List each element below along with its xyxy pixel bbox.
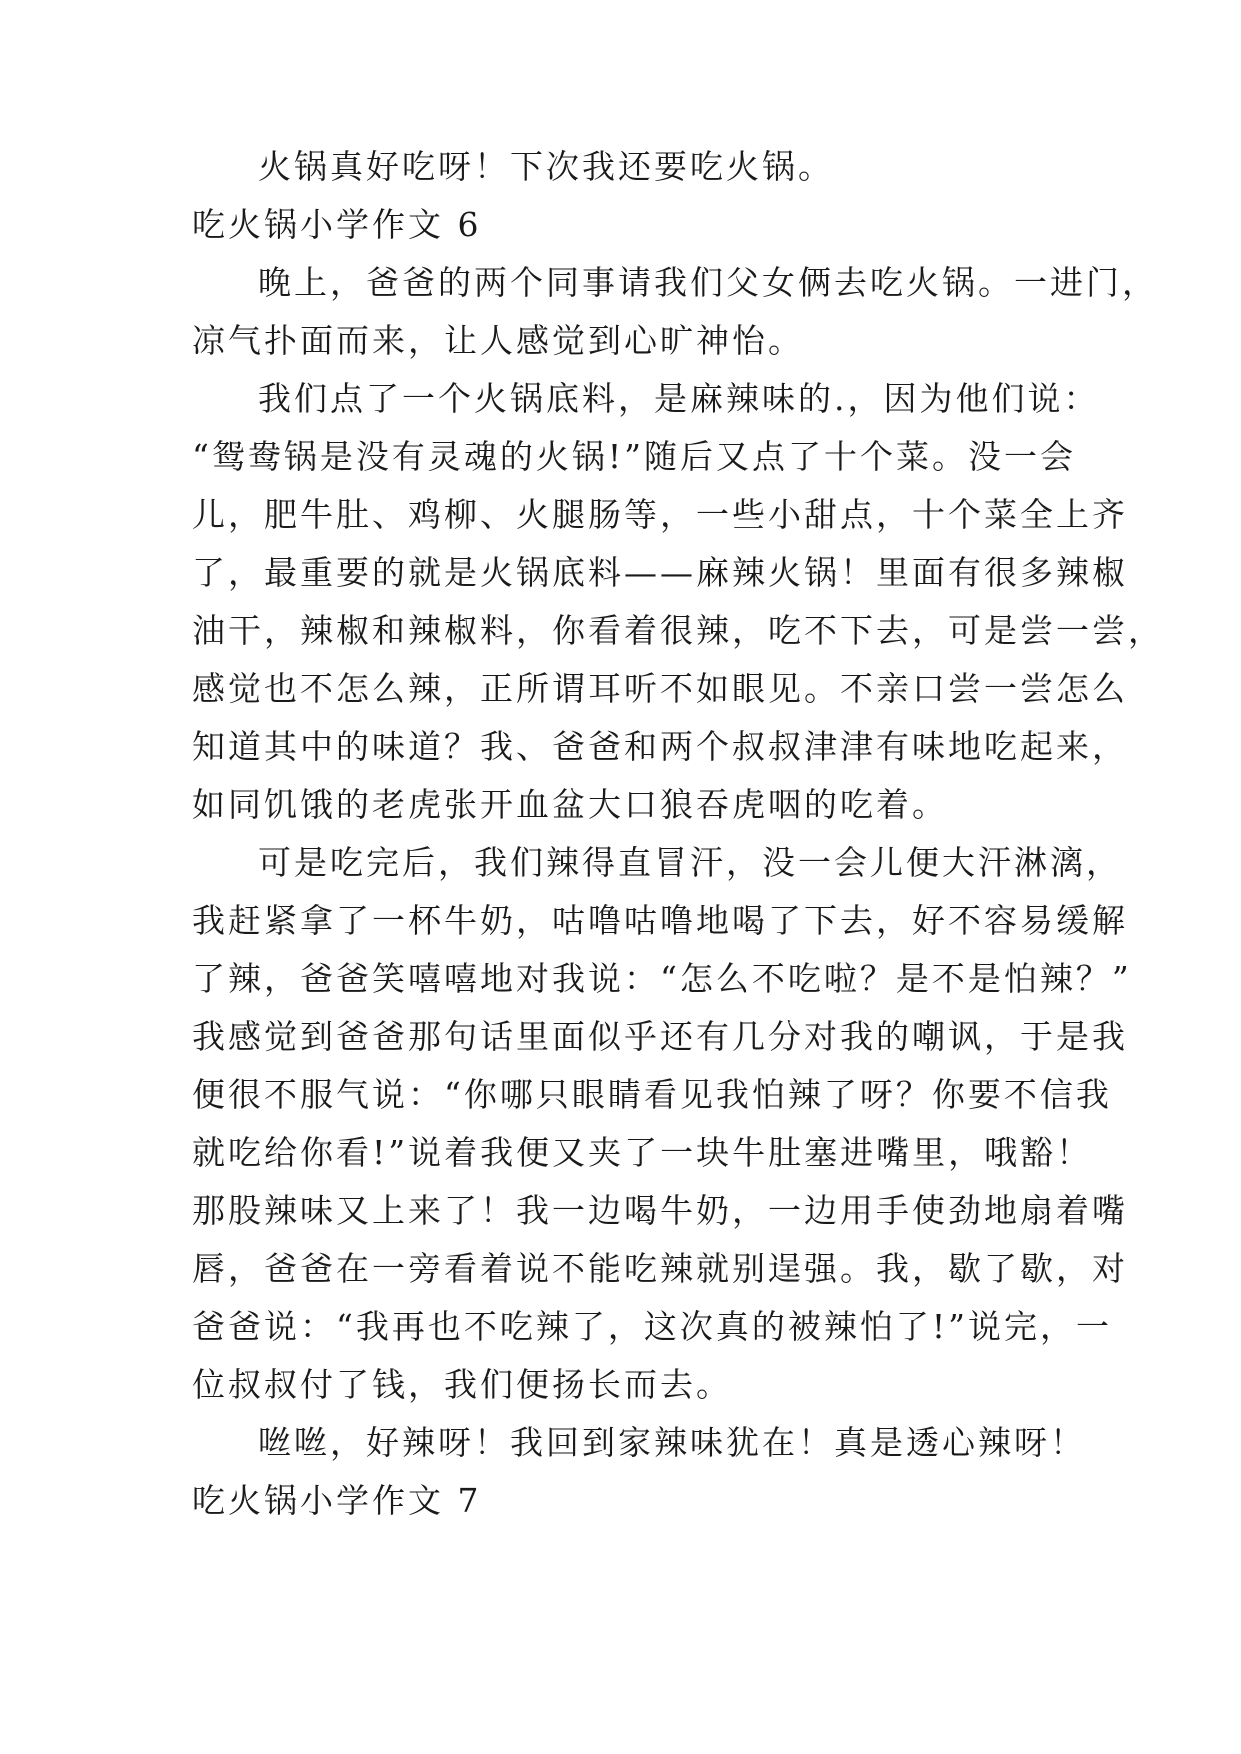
text-line: 晚上，爸爸的两个同事请我们父女俩去吃火锅。一进门， [258,263,1158,302]
section-heading: 吃火锅小学作文 6 [192,205,482,244]
text-line: 我赶紧拿了一杯牛奶，咕噜咕噜地喝了下去，好不容易缓解 [192,901,1128,940]
text-line: 位叔叔付了钱，我们便扬长而去。 [192,1365,732,1404]
text-line: “鸳鸯锅是没有灵魂的火锅!”随后又点了十个菜。没一会 [192,437,1077,476]
text-line: 感觉也不怎么辣，正所谓耳听不如眼见。不亲口尝一尝怎么 [192,669,1128,708]
text-line: 儿，肥牛肚、鸡柳、火腿肠等，一些小甜点，十个菜全上齐 [192,495,1128,534]
text-line: 火锅真好吃呀！下次我还要吃火锅。 [258,147,834,186]
text-line: 我感觉到爸爸那句话里面似乎还有几分对我的嘲讽，于是我 [192,1017,1128,1056]
text-line: 就吃给你看!”说着我便又夹了一块牛肚塞进嘴里，哦豁！ [192,1133,1093,1172]
text-line: 了辣，爸爸笑嘻嘻地对我说：“怎么不吃啦？是不是怕辣？” [192,959,1132,998]
text-line: 知道其中的味道？我、爸爸和两个叔叔津津有味地吃起来， [192,727,1128,766]
text-line: 咝咝，好辣呀！我回到家辣味犹在！真是透心辣呀！ [258,1423,1086,1462]
text-line: 唇，爸爸在一旁看着说不能吃辣就别逞强。我，歇了歇，对 [192,1249,1128,1288]
text-line: 油干，辣椒和辣椒料，你看着很辣，吃不下去，可是尝一尝， [192,611,1164,650]
text-line: 便很不服气说：“你哪只眼睛看见我怕辣了呀？你要不信我 [192,1075,1112,1114]
text-line: 了，最重要的就是火锅底料——麻辣火锅！里面有很多辣椒 [192,553,1128,592]
text-line: 如同饥饿的老虎张开血盆大口狼吞虎咽的吃着。 [192,785,948,824]
text-line: 凉气扑面而来，让人感觉到心旷神怡。 [192,321,804,360]
text-line: 那股辣味又上来了！我一边喝牛奶，一边用手使劲地扇着嘴 [192,1191,1128,1230]
text-line: 爸爸说：“我再也不吃辣了，这次真的被辣怕了!”说完，一 [192,1307,1113,1346]
text-line: 我们点了一个火锅底料，是麻辣味的.，因为他们说： [258,379,1100,418]
section-heading: 吃火锅小学作文 7 [192,1481,482,1520]
text-line: 可是吃完后，我们辣得直冒汗，没一会儿便大汗淋漓， [258,843,1122,882]
